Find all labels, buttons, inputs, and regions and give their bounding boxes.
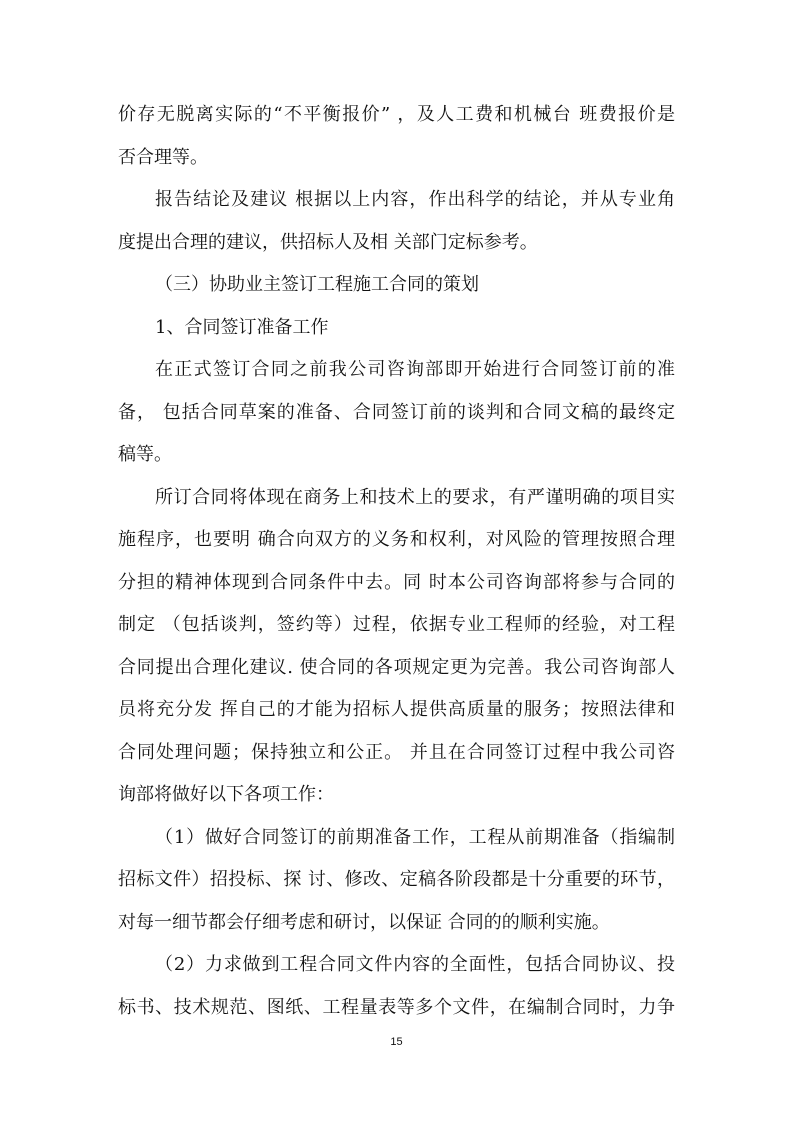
text-line: 报告结论及建议 根据以上内容，作出科学的结论，并从专业角: [155, 189, 675, 210]
text-line: 分担的精神体现到合同条件中去。同 时本公司咨询部将参与合同的: [118, 571, 675, 593]
text-line: 否合理等。: [118, 146, 208, 168]
text-line: 询部将做好以下各项工作：: [118, 784, 334, 805]
text-line: 1、合同签订准备工作: [155, 316, 329, 338]
text-line: 稿等。: [118, 444, 172, 465]
text-line: 度提出合理的建议，供招标人及相 关部门定标参考。: [118, 231, 538, 253]
text-line: 施程序，也要明 确合向双方的义务和权利，对风险的管理按照合理: [118, 529, 675, 550]
text-line: 招标文件）招投标、探 讨、修改、定稿各阶段都是十分重要的环节，: [118, 869, 675, 890]
text-line: 对每一细节都会仔细考虑和研讨，以保证 合同的的顺利实施。: [118, 911, 610, 933]
text-line: 所订合同将体现在商务上和技术上的要求，有严谨明确的项目实: [155, 486, 675, 508]
text-line: 合同处理问题；保持独立和公正。 并且在合同签订过程中我公司咨: [118, 741, 675, 763]
text-line: 标书、技术规范、图纸、工程量表等多个文件，在编制合同时，力争: [118, 996, 675, 1018]
document-body: [118, 94, 675, 1029]
text-line: 员将充分发 挥自己的才能为招标人提供高质量的服务；按照法律和: [118, 699, 675, 720]
text-line: 备， 包括合同草案的准备、合同签订前的谈判和合同文稿的最终定: [118, 401, 675, 423]
text-line: 在正式签订合同之前我公司咨询部即开始进行合同签订前的准: [155, 359, 675, 380]
text-line: （2）力求做到工程合同文件内容的全面性，包括合同协议、投: [155, 954, 675, 975]
text-line: 价存无脱离实际的“不平衡报价” ，及人工费和机械台 班费报价是: [118, 104, 675, 125]
text-line: （三）协助业主签订工程施工合同的策划: [155, 274, 479, 295]
text-line: 制定 （包括谈判，签约等）过程，依据专业工程师的经验，对工程: [118, 614, 675, 635]
text-line: 合同提出合理化建议. 使合同的各项规定更为完善。我公司咨询部人: [118, 656, 675, 678]
page-number: 15: [390, 1036, 403, 1048]
text-line: （1）做好合同签订的前期准备工作，工程从前期准备（指编制: [155, 826, 675, 848]
